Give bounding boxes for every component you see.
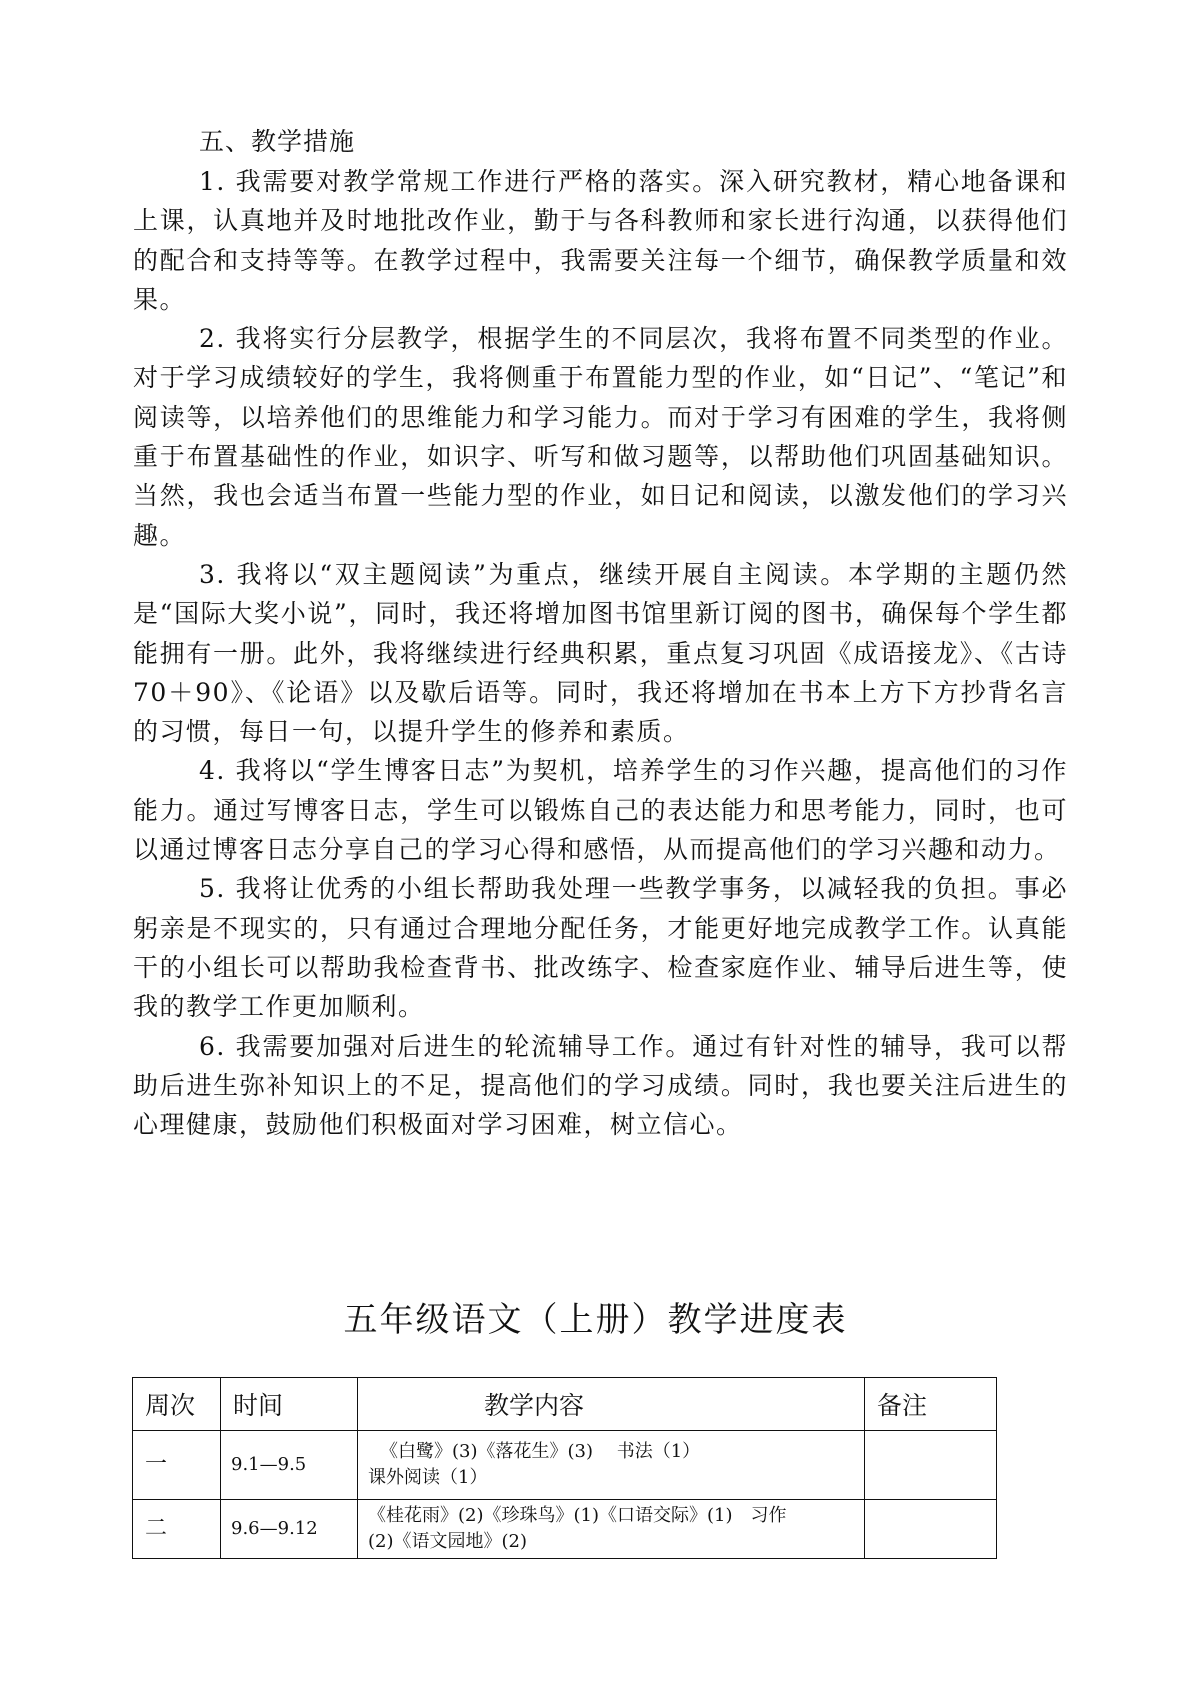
header-notes: 备注 xyxy=(865,1378,997,1431)
header-week: 周次 xyxy=(133,1378,221,1431)
cell-content-line: 《桂花雨》(2)《珍珠鸟》(1)《口语交际》(1) 习作 xyxy=(368,1505,787,1526)
section-body xyxy=(133,122,1068,1144)
cell-time: 9.1—9.5 xyxy=(221,1431,358,1500)
cell-week: 一 xyxy=(133,1431,221,1500)
cell-content xyxy=(358,1500,865,1559)
cell-content-line: 课外阅读（1） xyxy=(368,1467,488,1488)
section-heading: 五、教学措施 xyxy=(199,127,356,156)
schedule-table xyxy=(132,1377,997,1559)
cell-week: 二 xyxy=(133,1500,221,1559)
cell-time: 9.6—9.12 xyxy=(221,1500,358,1559)
table-row xyxy=(133,1431,997,1500)
cell-notes xyxy=(865,1500,997,1559)
table-row xyxy=(133,1500,997,1559)
paragraph-4: 4. 我将以“学生博客日志”为契机，培养学生的习作兴趣，提高他们的习作能力。通过写博客日志，学生可以锻炼自己的表达能力和思考能力，同时，也可以通过博客日志分享自己的学习心得和感悟，从而提高他们的学习兴趣和动力。 xyxy=(133,756,1068,865)
table-header-row xyxy=(133,1378,997,1431)
schedule-title: 五年级语文（上册）教学进度表 xyxy=(343,1300,848,1340)
paragraph-1: 1. 我需要对教学常规工作进行严格的落实。深入研究教材，精心地备课和上课，认真地并及时地批改作业，勤于与各科教师和家长进行沟通，以获得他们的配合和支持等等。在教学过程中，我需要关注每一个细节，确保教学质量和效果。 xyxy=(133,167,1068,314)
paragraph-3: 3. 我将以“双主题阅读”为重点，继续开展自主阅读。本学期的主题仍然是“国际大奖小说”，同时，我还将增加图书馆里新订阅的图书，确保每个学生都能拥有一册。此外，我将继续进行经典积累，重点复习巩固《成语接龙》、《古诗 70＋90》、《论语》以及歇后语等。同时，我还将增加在书本上方下方抄背名言的习惯，每日一句，以提升学生的修养和素质。 xyxy=(133,559,1068,747)
paragraph-2: 2. 我将实行分层教学，根据学生的不同层次，我将布置不同类型的作业。对于学习成绩较好的学生，我将侧重于布置能力型的作业，如“日记”、“笔记”和阅读等，以培养他们的思维能力和学习能力。而对于学习有困难的学生，我将侧重于布置基础性的作业，如识字、听写和做习题等，以帮助他们巩固基础知识。当然，我也会适当布置一些能力型的作业，如日记和阅读，以激发他们的学习兴趣。 xyxy=(133,324,1068,550)
cell-notes xyxy=(865,1431,997,1500)
cell-content xyxy=(358,1431,865,1500)
paragraph-5: 5. 我将让优秀的小组长帮助我处理一些教学事务，以减轻我的负担。事必躬亲是不现实的，只有通过合理地分配任务，才能更好地完成教学工作。认真能干的小组长可以帮助我检查背书、批改练字、检查家庭作业、辅导后进生等，使我的教学工作更加顺利。 xyxy=(133,874,1068,1022)
paragraph-6: 6. 我需要加强对后进生的轮流辅导工作。通过有针对性的辅导，我可以帮助后进生弥补知识上的不足，提高他们的学习成绩。同时，我也要关注后进生的心理健康，鼓励他们积极面对学习困难，树立信心。 xyxy=(133,1031,1068,1140)
header-time: 时间 xyxy=(221,1378,358,1431)
cell-content-line: (2)《语文园地》(2) xyxy=(368,1531,527,1552)
cell-content-line: 《白鹭》(3)《落花生》(3) 书法（1） xyxy=(380,1441,701,1462)
header-content: 教学内容 xyxy=(358,1378,865,1431)
